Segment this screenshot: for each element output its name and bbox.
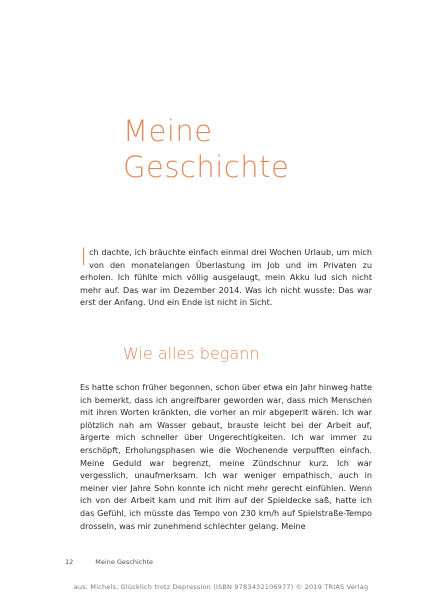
intro-paragraph (80, 243, 372, 309)
section-heading: Wie alles begann (123, 344, 260, 363)
source-citation: aus: Michels, Glücklich trotz Depression (ISBN 9783432106977) © 2019 TRIAS Verlag (73, 583, 369, 591)
intro-text: ch dachte, ich bräuchte einfach einmal drei Wochen Urlaub, um mich von den monatelangen Überlastung im Job und im Privaten zu erholen. Ich fühlte mich völlig ausgelaugt, mein Akku lud sich nicht mehr auf. Das war im Dezember 2014. Was ich nicht wusste: Das war erst der Anfang. Und ein Ende ist nicht in Sicht. (80, 247, 372, 308)
chapter-title (123, 113, 289, 185)
drop-cap: I (80, 243, 88, 271)
chapter-title-line-1: Meine (123, 114, 213, 148)
running-title: Meine Geschichte (95, 558, 154, 566)
page-number: 12 (65, 558, 74, 566)
section-paragraph: Es hatte schon früher begonnen, schon über etwa ein Jahr hinweg hatte ich bemerkt, dass ich angreifbarer geworden war, dass mich Menschen mit ihren Worten kränkten, die vorher an mir abgeperlt wären. Ich war plötzlich nah am Wasser gebaut, brauste leicht bei der Arbeit auf, ärgerte mich schneller über Ungerechtigkeiten. Ich war immer zu erschöpft, Erholungsphasen wie die Wochenende verpufften einfach. Meine Geduld war begrenzt, meine Zündschnur kurz. Ich war vergesslich, unaufmerksam. Ich war weniger empathisch, auch in meiner vier Jahre Sohn konnte ich nicht mehr gerecht einfühlen. Wenn ich von der Arbeit kam und mit ihm auf der Spieldecke saß, hatte ich das Gefühl, ich müsste das Tempo von 230 km/h auf Spielstraße-Tempo drosseln, was mir zunehmend schlechter gelang. Meine (80, 382, 372, 531)
page-footer (65, 558, 153, 566)
chapter-title-line-2: Geschichte (123, 150, 290, 184)
